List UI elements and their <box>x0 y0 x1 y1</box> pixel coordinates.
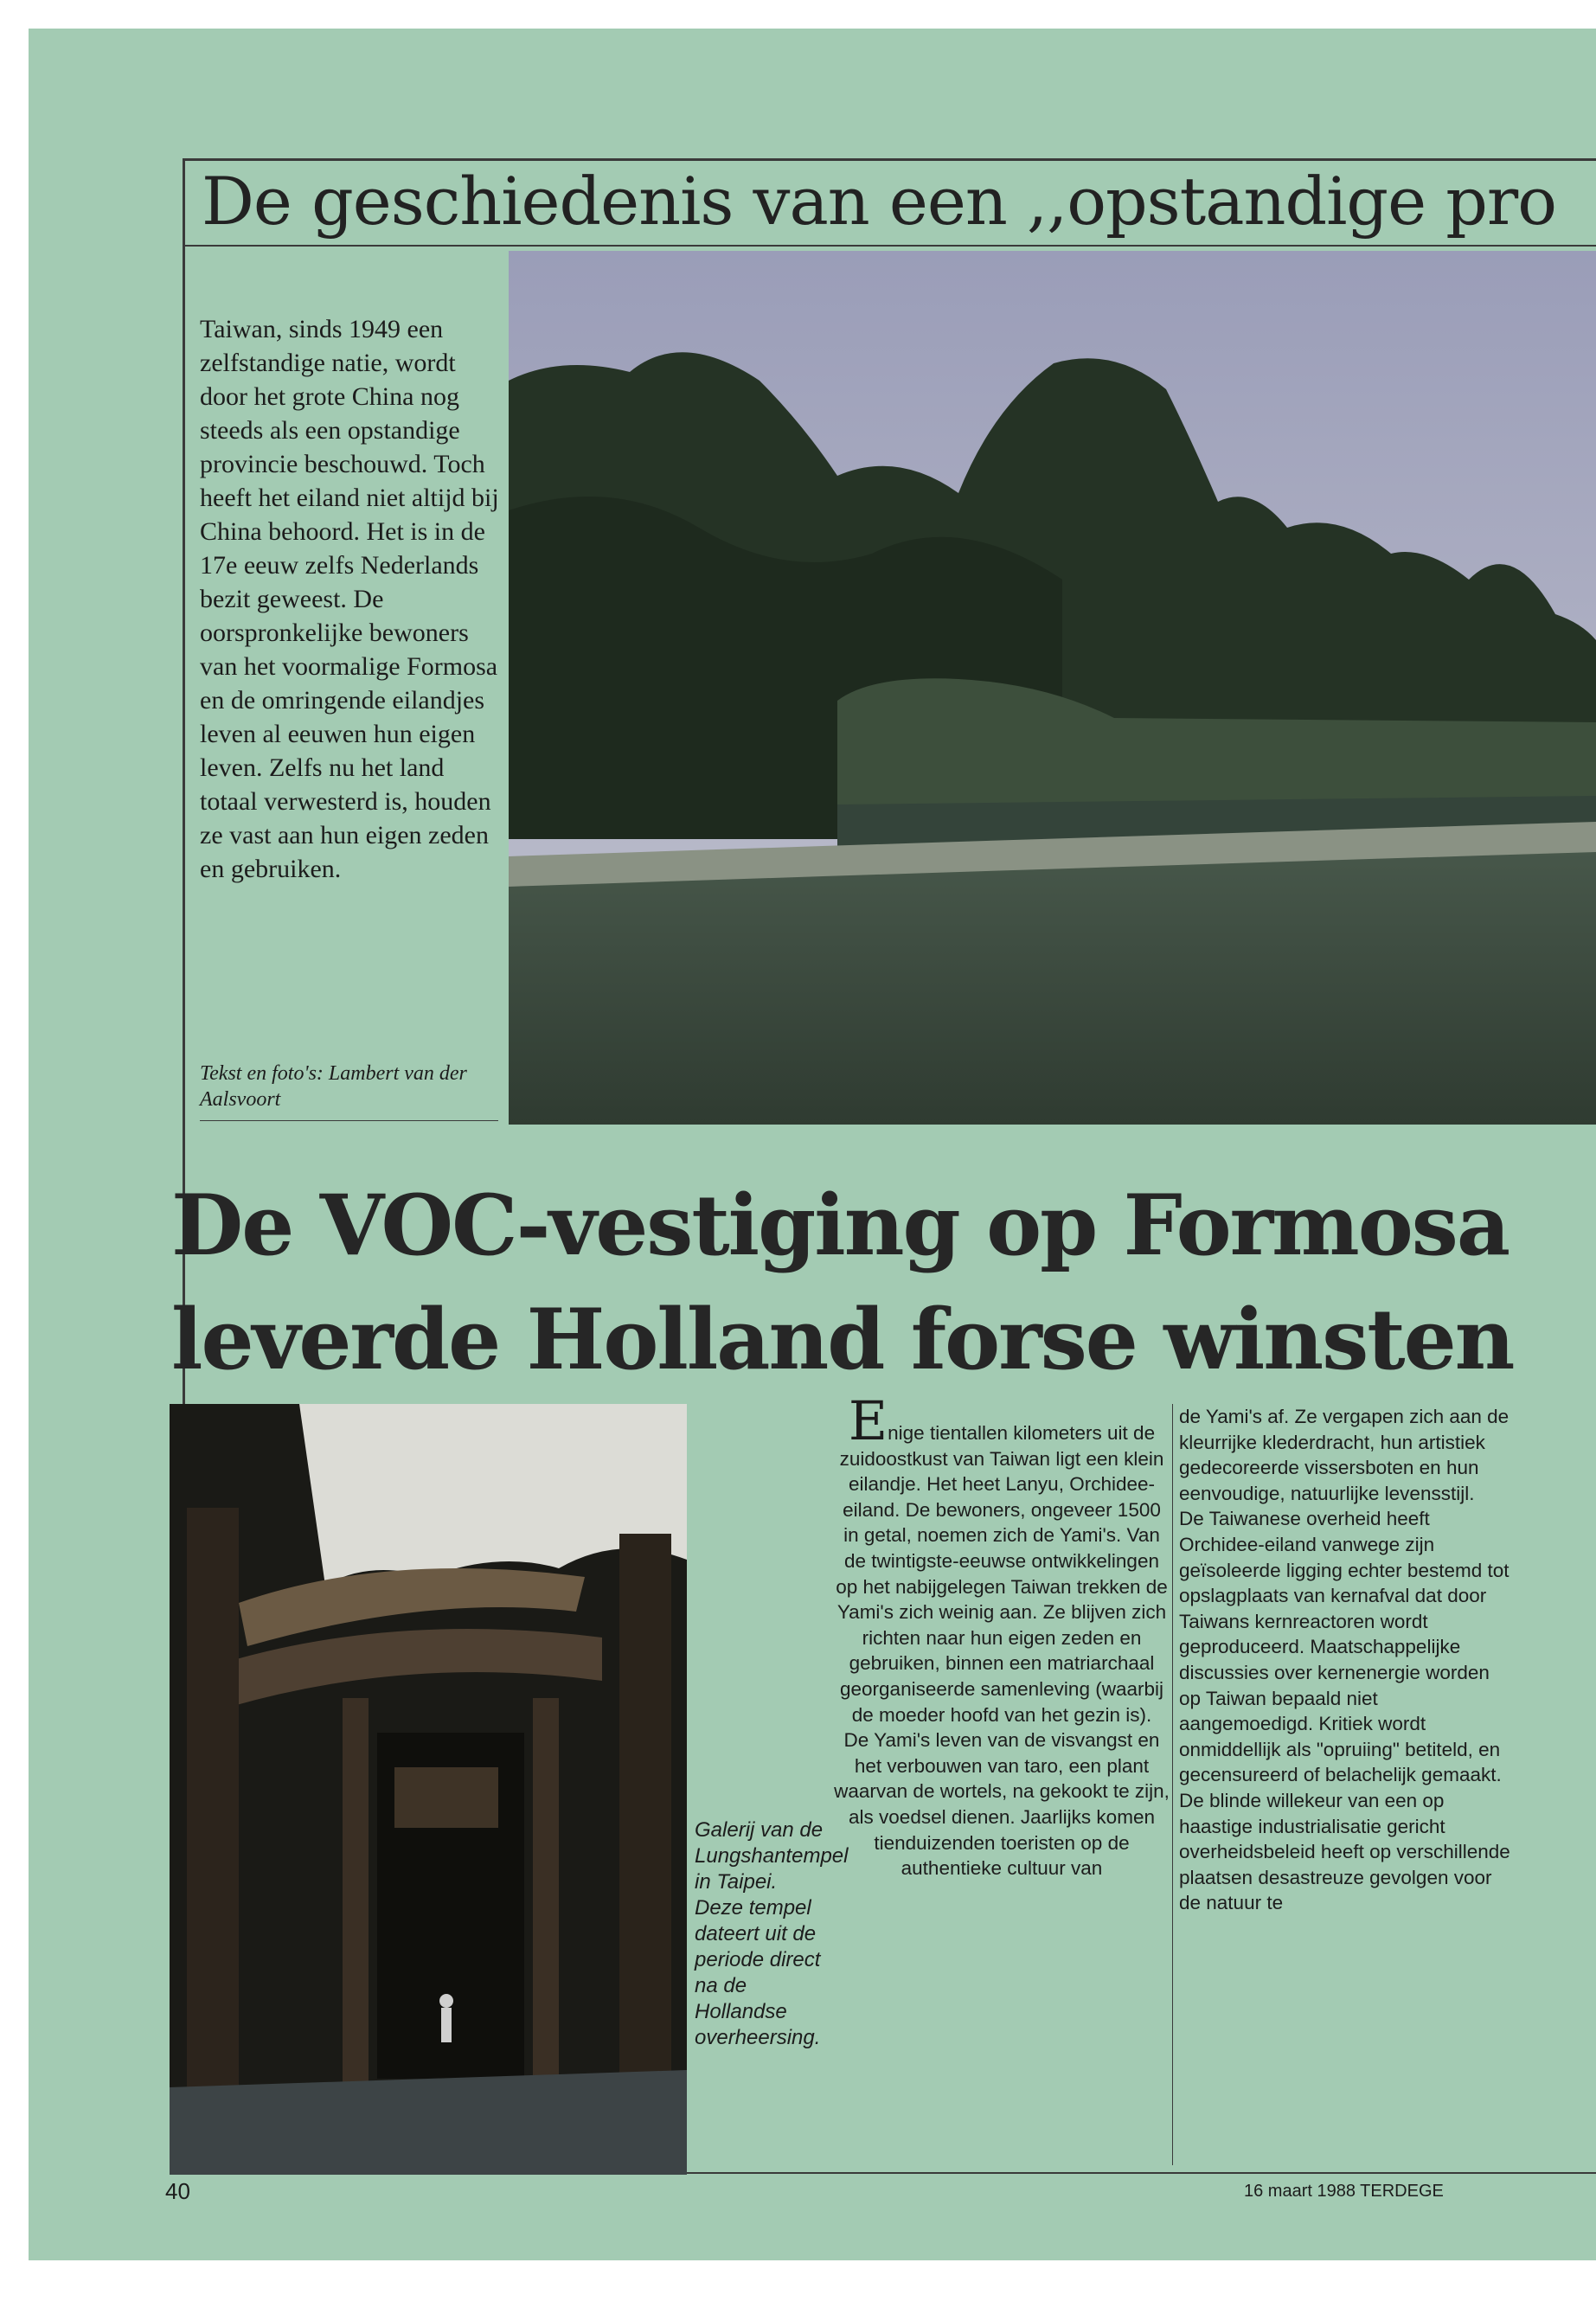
page-number: 40 <box>165 2178 190 2204</box>
column-divider <box>1172 1404 1173 2165</box>
top-title: De geschiedenis van een ,,opstandige pro <box>202 163 1556 240</box>
temple-photo <box>170 1404 687 2175</box>
credit-rule <box>200 1120 498 1121</box>
footer-date: 16 maart 1988 TERDEGE <box>1244 2182 1444 2201</box>
landscape-photo <box>509 251 1596 1125</box>
column-2-paragraph-2: De Taiwanese overheid heeft Orchidee-eiland vanwege zijn geïsoleerde ligging echter bestemd tot opslagplaats van kernafval dat door Taiwans kernreactoren wordt geproduceerd. Maatschappelijke discussies over kernenergie worden op Taiwan bepaald niet aangemoedigd. Kritiek wordt onmiddellijk als "opruiing" betiteld, en gecensureerd of belachelijk gemaakt. De blinde willekeur van een op haastige industrialisatie gericht overheidsbeleid heeft op verschillende plaatsen desastreuze gevolgen voor de natuur te <box>1179 1508 1510 1914</box>
column-1-paragraph-2: De Yami's leven van de visvangst en het verbouwen van taro, een plant waarvan de wortels, na gekookt te zijn, als voedsel dienen. Jaarlijks komen tienduizenden toeristen op de authentieke cultuur van <box>834 1729 1170 1880</box>
column-2-paragraph-1: de Yami's af. Ze vergapen zich aan de kleurrijke klederdracht, hun artistiek gedecoreerde vissersboten en hun eenvoudige, natuurlijke levensstijl. <box>1179 1406 1509 1504</box>
title-underline <box>183 245 1596 247</box>
article-column-2 <box>1179 1404 1516 1916</box>
intro-text: Taiwan, sinds 1949 een zelfstandige natie, wordt door het grote China nog steeds als een opstandige provincie beschouwd. Toch heeft het eiland niet altijd bij China behoord. Het is in de 17e eeuw zelfs Nederlands bezit geweest. De oorspronkelijke bewoners van het voormalige Formosa en de omringende eilandjes leven al eeuwen hun eigen leven. Zelfs nu het land totaal verwesterd is, houden ze vast aan hun eigen zeden en gebruiken. <box>200 315 499 883</box>
photo-caption: Galerij van de Lungshantempel in Taipei. Deze tempel dateert uit de periode direct na de Hollandse overheersing. <box>695 1818 849 2049</box>
magazine-page <box>29 29 1596 2260</box>
article-column-1 <box>833 1389 1170 1881</box>
column-1-paragraph-1: nige tientallen kilometers uit de zuidoostkust van Taiwan ligt een klein eilandje. Het heet Lanyu, Orchidee-eiland. De bewoners, ongeveer 1500 in getal, noemen zich de Yami's. Van de twintigste-eeuwse ontwikkelingen op het nabijgelegen Taiwan trekken de Yami's zich weinig aan. Ze blijven zich richten naar hun eigen zeden en gebruiken, binnen een matriarchaal georganiseerde samenleving (waarbij de moeder hoofd van het gezin is). <box>836 1422 1168 1726</box>
top-rule <box>183 158 1596 161</box>
drop-cap: E <box>848 1389 888 1452</box>
headline: De VOC-vestiging op Formosa leverde Holland forse winsten <box>171 1176 1514 1388</box>
photo-credit: Tekst en foto's: Lambert van der Aalsvoort <box>200 1062 467 1111</box>
